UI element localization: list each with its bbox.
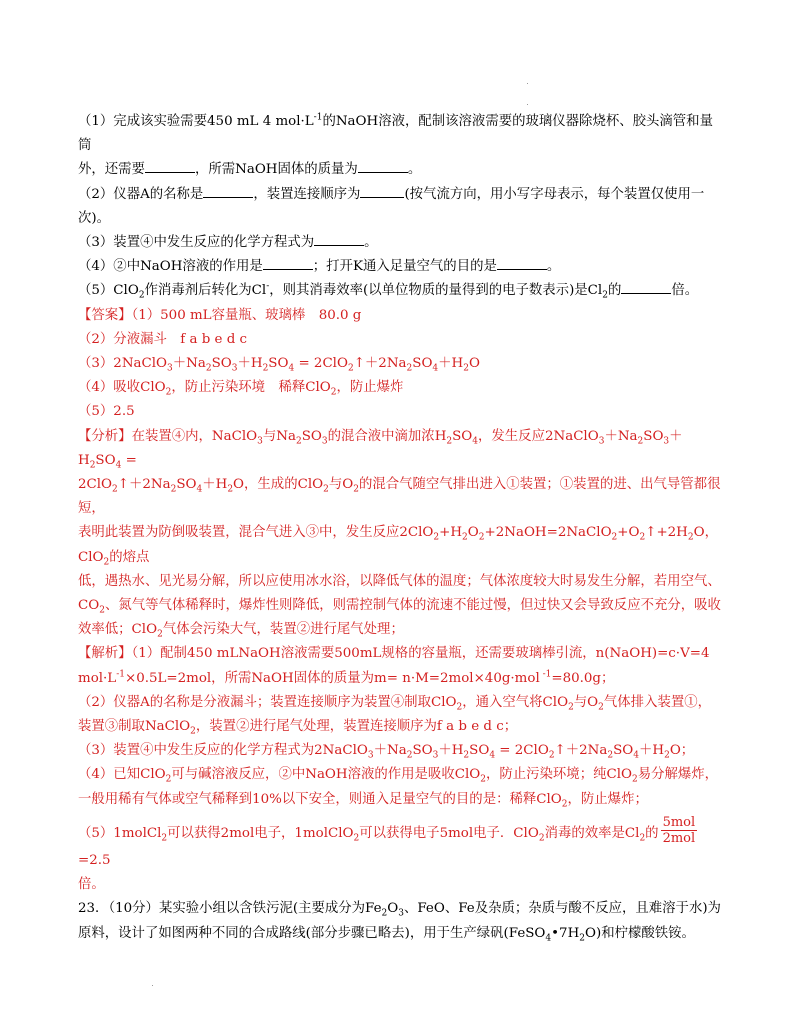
text-run: -1 [539,669,552,680]
text-run: ↑＋2Na [353,356,407,372]
text-run: 4 [196,484,203,495]
text-run: 倍。 [78,877,105,893]
text-run: 2 [602,291,608,302]
answer-line-5 [78,400,723,424]
text-run: 2 [227,484,234,495]
question-1 [78,110,723,158]
text-run: 气体会污染大气，装置②进行尾气处理； [162,622,404,638]
text-run: SO [452,428,473,444]
text-run: ，装置②进行尾气处理，装置连接顺序为f a b e d c； [195,719,518,735]
text-run: -1 [116,669,125,680]
text-run: 2 [664,750,670,761]
text-run: （3）装置④中发生反应的化学方程式为2NaClO [78,743,368,759]
text-run: 2 [89,460,96,471]
text-run: 3 [257,436,263,447]
document-body [78,110,723,946]
text-run: 在装置④内，NaClO [131,428,258,444]
text-run: ，装置连接顺序为 [253,186,361,202]
text-run: 3 [432,750,439,761]
text-run: 2 [138,291,145,302]
text-run: 作消毒剂后转化为Cl [144,283,267,299]
text-run: ＋Na [373,743,407,759]
text-run: O [467,525,479,541]
text-run: 。 [407,162,422,178]
question-2-cont [78,207,723,231]
text-run: ＋H [202,477,228,493]
text-run: （1）500 mL容量瓶、玻璃棒 80.0 g [131,307,362,323]
text-run: ＋H [639,743,665,759]
text-run: 可以获得2mol电子，1molClO [167,825,354,841]
text-run: 2 [637,436,644,447]
text-run: 2 [353,484,359,495]
explain-line-9 [78,873,723,897]
text-run: （1）配制450 mLNaOH溶液需要500mL规格的容量瓶，还需要玻璃棒引流，n(NaOH)=c·V=4 [131,646,710,662]
explain-line-2 [78,667,723,691]
text-run: 的混合液中滴加浓H [327,428,447,444]
text-run: •7H [551,925,580,941]
text-run: 2 [165,387,172,398]
text-run: ，防止污染环境；纯ClO [485,767,632,783]
text-run: 3 [321,436,328,447]
text-run: 一般用稀有气体或空气稀释到10%以下安全，则通入足量空气的目的是：稀释ClO [78,791,562,807]
text-run: 2 [579,933,585,944]
question-5 [78,279,723,303]
text-run: O，生成的ClO [233,477,324,493]
text-run: 2 [632,775,638,786]
question-23-cont [78,922,723,946]
scan-dot [152,985,153,986]
text-run: 2 [190,726,196,737]
text-run: 2 [687,533,694,544]
text-run: ＋H [78,428,683,468]
text-run: 2 [165,775,172,786]
text-run: 气体排入装置①， [603,694,712,710]
answer-blank [263,257,313,270]
text-run: 可与碱溶液反应，②中NaOH溶液的作用是吸收ClO [171,767,481,783]
text-run: 2 [433,533,440,544]
explain-line-4 [78,715,723,739]
text-run: 4 [545,933,552,944]
text-run: ＋Na [604,428,638,444]
text-run: 、FeO、Fe及杂质；杂质与酸不反应，且难溶于水)为 [403,901,721,917]
text-run: 2 [353,833,360,844]
text-run: 2 [463,750,470,761]
text-run: 4 [115,460,122,471]
question-3 [78,231,723,255]
text-run: 2mol [662,830,696,846]
answer-blank [203,185,253,198]
text-run: 。 [546,259,561,275]
text-run: ＋H [438,743,464,759]
analysis-line-5 [78,594,723,618]
text-run: 可以获得电子5mol电子．ClO [359,825,539,841]
text-run: 2 [347,363,354,374]
text-run: 与Na [262,428,296,444]
text-run: 4 [432,363,439,374]
text-run: (按气流方向，用小写字母表示，每个装置仅使用一 [404,186,705,202]
question-1-cont [78,158,723,182]
question-23 [78,897,723,921]
question-4 [78,255,723,279]
text-run: = 2ClO [294,356,348,372]
text-run: 与O [573,694,599,710]
text-run: （3）2NaClO [78,356,168,372]
text-run: 2 [548,750,555,761]
text-run: （4）吸收ClO [78,380,166,396]
analysis-line-6 [78,618,723,642]
efficiency-fraction [661,815,698,846]
text-run: SO [613,743,634,759]
text-run: 3 [598,436,605,447]
text-run: =2.5 [78,852,111,868]
text-run: mol·L [78,670,117,686]
text-run: 3 [398,908,404,919]
answer-line-3 [78,352,723,376]
text-run: 的混合气随空气排出进入①装置；①装置的进、出气导管都很短， [78,477,721,517]
text-run: 易分解爆炸， [637,767,719,783]
text-run: 表明此装置为防倒吸装置，混合气进入③中，发生反应2ClO [78,525,434,541]
text-run: SO [268,356,289,372]
analysis-section [78,425,723,643]
analysis-line-3 [78,521,723,569]
text-run: SO [469,743,490,759]
answer-blank [497,257,547,270]
text-run: 23．（10分）某实验小组以含铁污泥(主要成分为Fe [78,901,382,917]
text-run: SO [412,356,433,372]
text-run: 2 [607,750,614,761]
text-run: （4）②中NaOH溶液的作用是 [78,259,263,275]
text-run: 3 [231,363,238,374]
text-run: ＋H [237,356,263,372]
text-run: 2 [463,363,469,374]
answer-line-1 [78,304,723,328]
text-run: （5）ClO [78,283,139,299]
text-run: 低，遇热水、见光易分解，所以应使用冰水浴，以降低气体的温度；气体浓度较大时易发生分解，若用空气、 [78,573,721,589]
text-run: 2 [99,605,105,616]
text-run: ×0.5L=2mol，所需NaOH固体的质量为m= n·M=2mol×40g·mol [124,670,540,686]
answer-blank [621,281,671,294]
text-run: = [121,452,137,468]
scan-dot [527,83,528,84]
text-run: 2 [611,533,618,544]
text-run: ↑＋2Na [554,743,608,759]
text-run: 2 [112,484,118,495]
text-run: +2NaOH=2NaClO [484,525,612,541]
text-run: 效率低；ClO [78,622,158,638]
text-run: - [266,281,270,292]
text-run: ，则其消毒效率(以单位物质的量得到的电子数表示)是Cl [269,283,603,299]
analysis-label: 【分析】 [78,428,132,444]
text-run: 2 [446,436,453,447]
text-run: ↑+2H [645,525,688,541]
text-run: O)和柠檬酸铁铵。 [585,925,695,941]
text-run: 2 [323,484,329,495]
text-run: 2 [295,436,302,447]
answer-line-4 [78,376,723,400]
text-run: （5）2.5 [78,404,135,420]
text-run: 2 [406,750,413,761]
analysis-line-4 [78,570,723,594]
scan-dot [527,104,528,105]
text-run: 2 [381,908,388,919]
text-run: ↑＋2Na [117,477,171,493]
text-run: CO [78,598,100,614]
answer-label: 【答案】 [78,307,132,323]
text-run: ＋H [438,356,464,372]
text-run: O [468,356,480,372]
text-run: 2 [478,533,485,544]
text-run: 的NaOH溶液，配制该溶液需要的玻璃仪器除烧杯、胶头滴管和量筒 [78,114,713,154]
answer-line-2 [78,328,723,352]
text-run: （2）仪器A的名称是 [78,186,204,202]
text-run: 2 [598,702,604,713]
text-run: 装置③制取NaClO [78,719,191,735]
text-run: 4 [472,436,479,447]
explain-label: 【解析】 [78,646,132,662]
answer-blank [358,160,408,173]
explanation-section [78,642,723,897]
answer-blank [314,233,364,246]
text-run: （5）1molCl [78,825,162,841]
answer-blank [360,185,404,198]
text-run: ，发生反应2NaClO [478,428,599,444]
text-run: 2 [161,833,168,844]
analysis-line-1 [78,425,723,473]
text-run: SO [643,428,664,444]
text-run: 次)。 [78,210,111,226]
text-run: （4）已知ClO [78,767,166,783]
explain-line-8 [78,814,723,873]
text-run: （3）装置④中发生反应的化学方程式为 [78,235,315,251]
text-run: +O [617,525,640,541]
text-run: 与O [328,477,354,493]
text-run: ，防止爆炸； [567,791,648,807]
text-run: =80.0g； [551,670,615,686]
text-run: = 2ClO [495,743,549,759]
text-run: 。 [364,235,378,251]
text-run: SO [412,743,433,759]
answer-blank [145,160,195,173]
text-run: O [387,901,399,917]
explain-line-6 [78,763,723,787]
text-run: 2 [456,702,463,713]
text-run: 3 [167,363,173,374]
text-run: （1）完成该实验需要450 mL 4 mol·L [78,114,314,129]
text-run: SO [301,428,322,444]
text-run: ＋Na [172,356,206,372]
text-run: 2 [561,799,568,810]
text-run: 2 [103,557,110,568]
text-run: 2 [538,833,545,844]
analysis-line-2 [78,473,723,521]
text-run: 2 [406,363,413,374]
text-run: 外，还需要 [78,162,145,178]
text-run: 2 [462,533,468,544]
text-run: ，所需NaOH固体的质量为 [194,162,358,178]
text-run: 的 [607,283,622,299]
text-run: -1 [313,112,323,123]
text-run: 2 [480,775,486,786]
explain-line-1 [78,642,723,666]
text-run: 3 [367,750,374,761]
text-run: 的 [645,825,659,841]
text-run: 5mol [662,814,696,830]
text-run: 原料，设计了如图两种不同的合成路线(部分步骤已略去)，用于生产绿矾(FeSO [78,925,546,941]
text-run: 2 [262,363,269,374]
text-run: 4 [633,750,640,761]
text-run: 的熔点 [109,549,150,565]
text-run: SO [176,477,197,493]
text-run: 2 [170,484,177,495]
text-run: 4 [489,750,496,761]
text-run: SO [211,356,232,372]
text-run: 4 [288,363,295,374]
text-run: ，通入空气将ClO [462,694,569,710]
question-2 [78,183,723,207]
text-run: 2 [330,387,337,398]
text-run: （2）分液漏斗 f a b e d c [78,331,248,347]
text-run: 、氮气等气体稀释时，爆炸性则降低，则需控制气体的流速不能过慢，但过快又会导致反应不充分，吸收 [104,598,721,614]
text-run: O，ClO [78,525,718,565]
answer-section [78,304,723,425]
text-run: 消毒的效率是Cl [544,825,640,841]
text-run: 2 [157,629,163,640]
text-run: 2 [639,833,646,844]
text-run: ；打开K通入足量空气的目的是 [312,259,497,275]
explain-line-7 [78,788,723,812]
text-run: 2ClO [78,477,113,493]
text-run: 2 [639,533,646,544]
text-run: 倍。 [671,283,699,299]
text-run: SO [95,452,116,468]
text-run: ，防止污染环境 稀释ClO [171,380,331,396]
text-run: 2 [568,702,574,713]
text-run: 2 [205,363,212,374]
text-run: ，防止爆炸 [336,380,404,396]
text-run: O； [669,743,695,759]
explain-line-3 [78,691,723,715]
explain-line-5 [78,739,723,763]
text-run: （2）仪器A的名称是分液漏斗；装置连接顺序为装置④制取ClO [78,694,457,710]
text-run: 3 [663,436,670,447]
text-run: +H [439,525,463,541]
